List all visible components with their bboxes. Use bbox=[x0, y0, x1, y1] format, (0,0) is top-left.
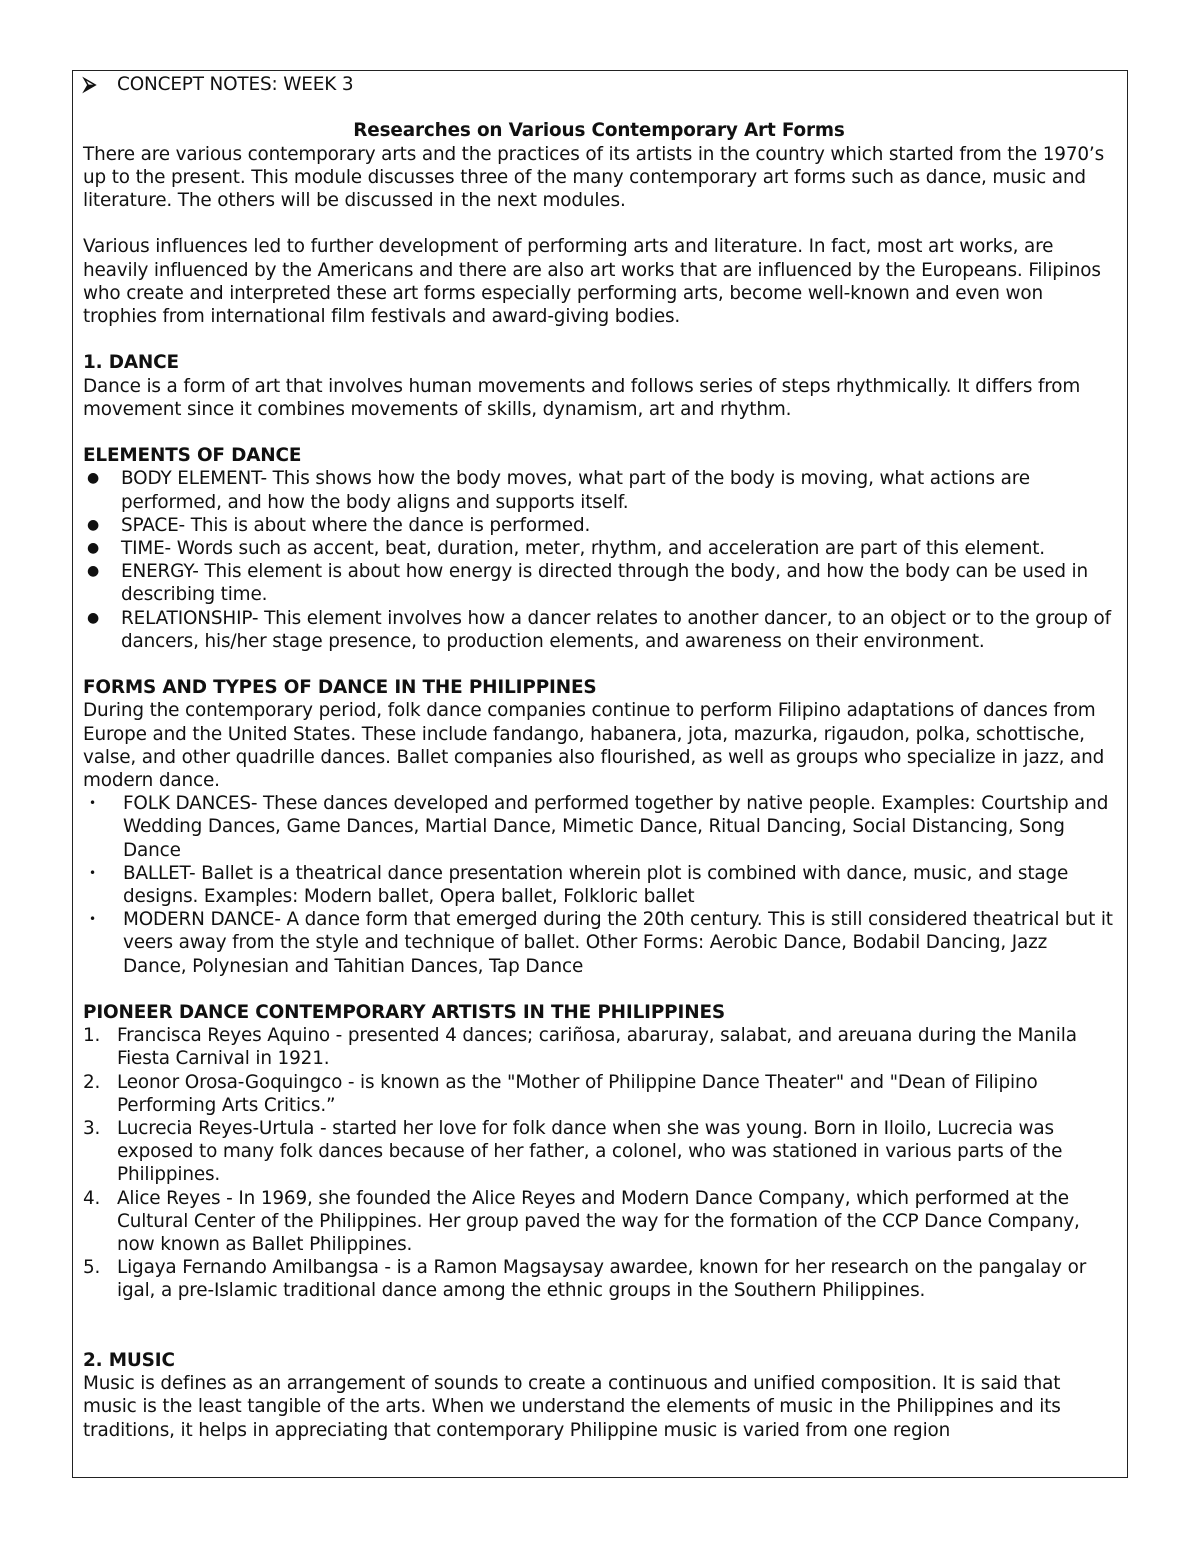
music-heading: 2. MUSIC bbox=[83, 1350, 175, 1372]
bullet-icon: ● bbox=[87, 540, 100, 556]
list-number: 4. bbox=[83, 1187, 101, 1209]
list-item: ● RELATIONSHIP- This element involves how a dancer relates to another dancer, to an object or to the group of dancers, his/her stage presence, to production elements, and awareness on their environment. bbox=[83, 607, 1115, 653]
list-item: • BALLET- Ballet is a theatrical dance presentation wherein plot is combined with dance, music, and stage designs. Examples: Modern ballet, Opera ballet, Folkloric ballet bbox=[83, 862, 1115, 908]
arrow-bullet-icon: ⮚ bbox=[83, 74, 96, 95]
list-item: ● SPACE- This is about where the dance is performed. bbox=[83, 514, 1115, 537]
bullet-icon: • bbox=[89, 796, 96, 811]
list-number: 3. bbox=[83, 1118, 101, 1140]
pioneers-heading: PIONEER DANCE CONTEMPORARY ARTISTS IN THE PHILIPPINES bbox=[83, 1002, 725, 1024]
list-number: 5. bbox=[83, 1257, 101, 1279]
list-item: ● BODY ELEMENT- This shows how the body moves, what part of the body is moving, what actions are performed, and how the body aligns and supports itself. bbox=[83, 467, 1115, 513]
bullet-icon: ● bbox=[87, 516, 100, 533]
page-title: Researches on Various Contemporary Art Forms bbox=[353, 120, 845, 142]
bullet-icon: ● bbox=[87, 470, 100, 487]
document-frame bbox=[72, 70, 1128, 1478]
list-item: 5. Ligaya Fernando Amilbangsa - is a Ramon Magsaysay awardee, known for her research on the pangalay or igal, a pre-Islamic traditional dance among the ethnic groups in the Southern Philippines. bbox=[83, 1257, 1087, 1302]
concept-notes-header bbox=[83, 73, 1115, 96]
dance-definition: Dance is a form of art that involves human movements and follows series of steps rhythmically. It differs from movement since it combines movements of skills, dynamism, art and rhythm. bbox=[83, 375, 1081, 420]
forms-paragraph: During the contemporary period, folk dance companies continue to perform Filipino adaptations of dances from Europe and the United States. These include fandango, habanera, jota, mazurka, rigaudon, polka, schottische, valse, and other quadrille dances. Ballet companies also flourished, as well as groups who specialize in jazz, and modern dance. bbox=[83, 700, 1105, 792]
elements-heading: ELEMENTS OF DANCE bbox=[83, 445, 302, 467]
forms-heading: FORMS AND TYPES OF DANCE IN THE PHILIPPINES bbox=[83, 677, 597, 699]
bullet-icon: ● bbox=[87, 609, 100, 626]
list-item: ● TIME- Words such as accent, beat, duration, meter, rhythm, and acceleration are part of this element. bbox=[83, 537, 1115, 560]
intro-paragraph-1: There are various contemporary arts and the practices of its artists in the country which started from the 1970’s up to the present. This module discusses three of the many contemporary art forms such as dance, music and literature. The others will be discussed in the next modules. bbox=[83, 143, 1105, 211]
bullet-icon: • bbox=[89, 912, 96, 927]
list-item: 1. Francisca Reyes Aquino - presented 4 dances; cariñosa, abaruray, salabat, and areuana during the Manila Fiesta Carnival in 1921. bbox=[83, 1025, 1077, 1070]
list-item: 4. Alice Reyes - In 1969, she founded the Alice Reyes and Modern Dance Company, which performed at the Cultural Center of the Philippines. Her group paved the way for the formation of the CCP Dance Company, now known as Ballet Philippines. bbox=[83, 1187, 1080, 1256]
elements-list bbox=[83, 467, 1115, 653]
list-number: 2. bbox=[83, 1071, 101, 1093]
header-label: CONCEPT NOTES: WEEK 3 bbox=[117, 74, 354, 95]
list-item: • MODERN DANCE- A dance form that emerged during the 20th century. This is still considered theatrical but it veers away from the style and technique of ballet. Other Forms: Aerobic Dance, Bodabil Dancing, Jazz Dance, Polynesian and Tahitian Dances, Tap Dance bbox=[83, 908, 1115, 978]
dance-heading: 1. DANCE bbox=[83, 352, 179, 374]
list-item: • FOLK DANCES- These dances developed and performed together by native people. Examples: Courtship and Wedding Dances, Game Dances, Martial Dance, Mimetic Dance, Ritual Dancing, Social Distancing, Song Dance bbox=[83, 792, 1115, 862]
list-item: 3. Lucrecia Reyes-Urtula - started her love for folk dance when she was young. Born in Iloilo, Lucrecia was exposed to many folk dances because of her father, a colonel, who was stationed in various parts of the Philippines. bbox=[83, 1118, 1063, 1186]
intro-paragraph-2: Various influences led to further development of performing arts and literature. In fact, most art works, are heavily influenced by the Americans and there are also art works that are influenced by the Europeans. Filipinos who create and interpreted these art forms especially performing arts, become well-known and even won trophies from international film festivals and award-giving bodies. bbox=[83, 236, 1101, 327]
music-definition: Music is defines as an arrangement of sounds to create a continuous and unified composition. It is said that music is the least tangible of the arts. When we understand the elements of music in the Philippines and its traditions, it helps in appreciating that contemporary Philippine music is varied from one region bbox=[83, 1373, 1061, 1441]
list-item: 2. Leonor Orosa-Goquingco - is known as the "Mother of Philippine Dance Theater" and "Dean of Filipino Performing Arts Critics.” bbox=[83, 1071, 1038, 1116]
list-number: 1. bbox=[83, 1025, 101, 1047]
bullet-icon: • bbox=[89, 865, 96, 880]
document-content bbox=[83, 73, 1115, 1442]
list-item: ● ENERGY- This element is about how energy is directed through the body, and how the body can be used in describing time. bbox=[83, 560, 1115, 606]
pioneers-list bbox=[83, 1024, 1115, 1302]
forms-list bbox=[83, 792, 1115, 978]
bullet-icon: ● bbox=[87, 563, 100, 580]
